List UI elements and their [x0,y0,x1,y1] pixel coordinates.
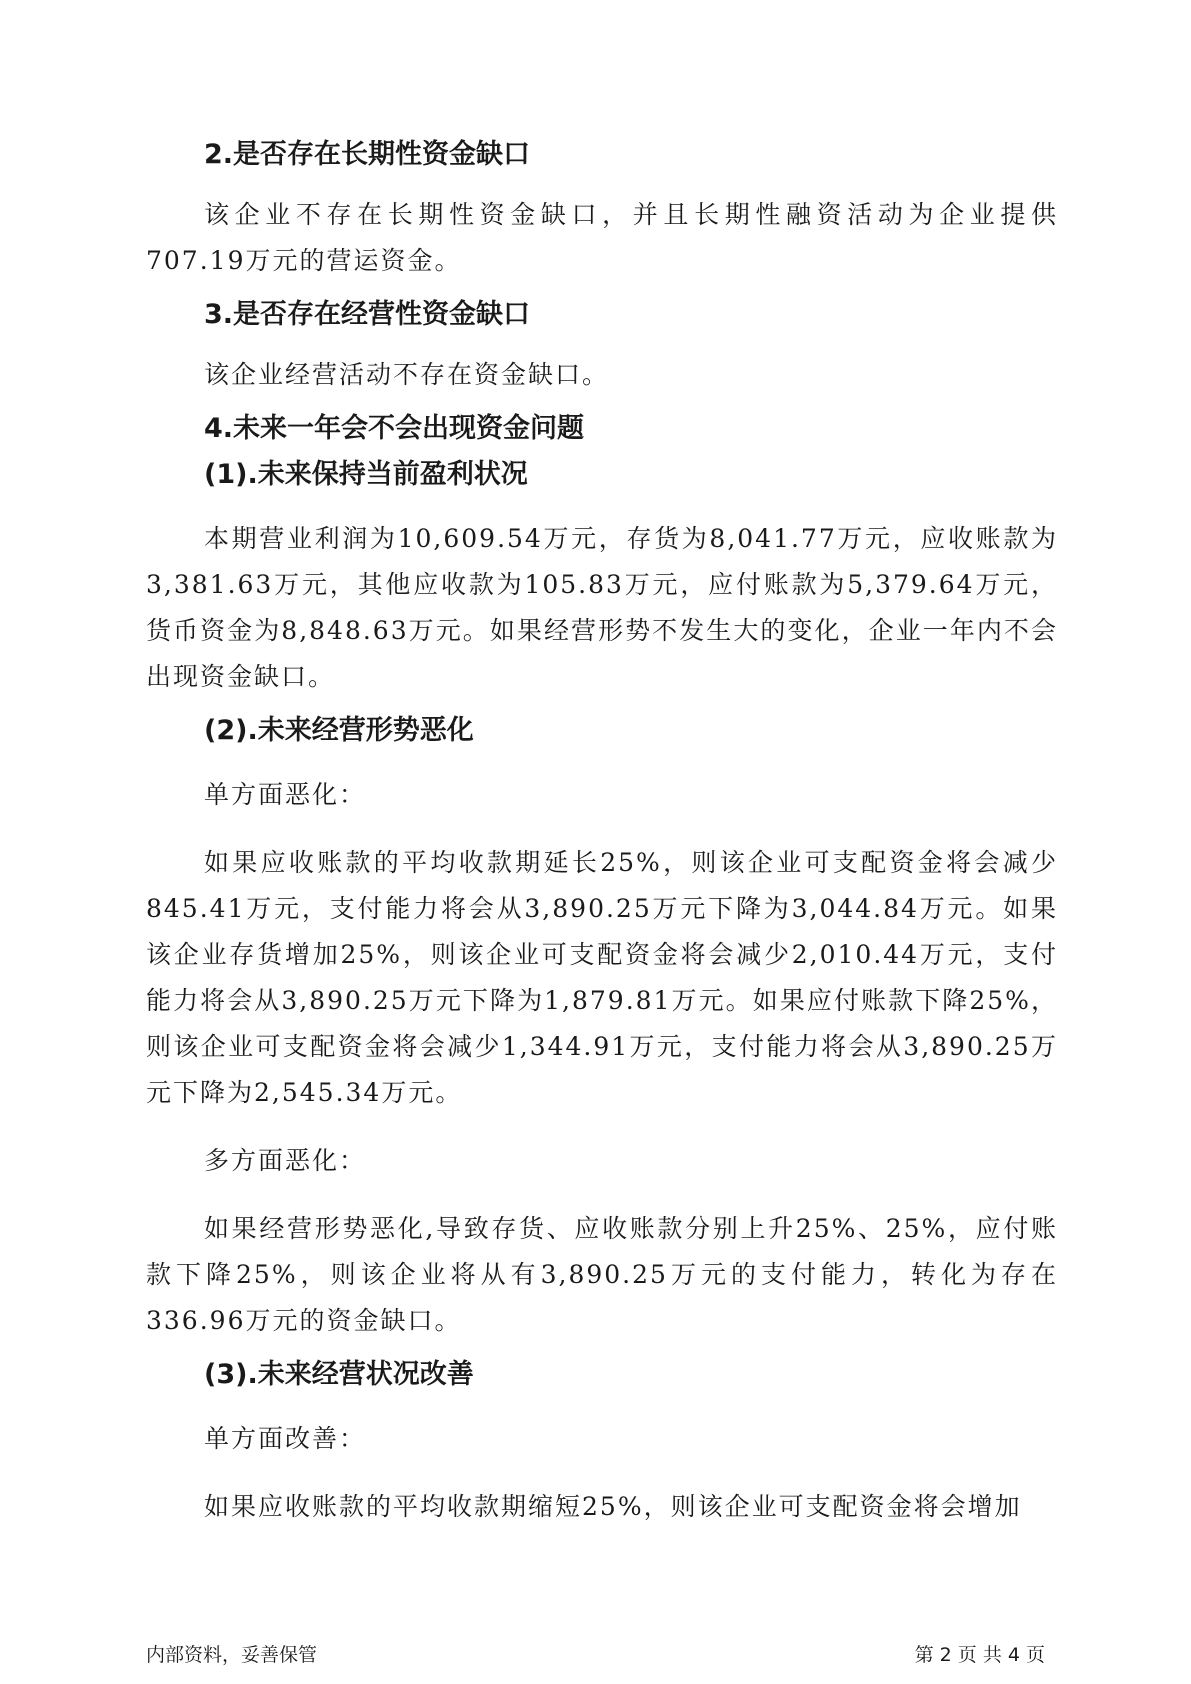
heading-keep-current: (1).未来保持当前盈利状况 [204,459,528,490]
footer-page-number: 第 2 页 共 4 页 [914,1644,1045,1666]
heading-operating-gap: 3.是否存在经营性资金缺口 [204,299,531,330]
heading-next-year: 4.未来一年会不会出现资金问题 [204,413,585,444]
paragraph-single-improving: 如果应收账款的平均收款期缩短25%，则该企业可支配资金将会增加 [204,1492,1022,1521]
paragraph-operating-gap: 该企业经营活动不存在资金缺口。 [204,360,610,389]
footer-confidential: 内部资料，妥善保管 [146,1644,318,1666]
paragraph-single-worsening-label: 单方面恶化： [204,780,367,809]
heading-worsening: (2).未来经营形势恶化 [204,715,474,746]
paragraph-multi-worsening: 如果经营形势恶化,导致存货、应收账款分别上升25%、25%，应付账款下降25%，则该企业将从有3,890.25万元的支付能力，转化为存在336.96万元的资金缺口。 [146,1214,1058,1335]
paragraph-single-worsening: 如果应收账款的平均收款期延长25%，则该企业可支配资金将会减少845.41万元，支付能力将会从3,890.25万元下降为3,044.84万元。如果该企业存货增加25%，则该企业可支配资金将会减少2,010.44万元，支付能力将会从3,890.25万元下降为1,879.81万元。如果应付账款下降25%，则该企业可支配资金将会减少1,344.91万元，支付能力将会从3,890.25万元下降为2,545.34万元。 [146,848,1058,1107]
document-body [146,136,1058,1530]
paragraph-keep-current: 本期营业利润为10,609.54万元，存货为8,041.77万元，应收账款为3,381.63万元，其他应收款为105.83万元，应付账款为5,379.64万元，货币资金为8,848.63万元。如果经营形势不发生大的变化，企业一年内不会出现资金缺口。 [146,524,1058,691]
paragraph-single-improving-label: 单方面改善： [204,1424,367,1453]
paragraph-long-term-gap: 该企业不存在长期性资金缺口，并且长期性融资活动为企业提供707.19万元的营运资金。 [146,200,1058,275]
heading-improving: (3).未来经营状况改善 [204,1359,474,1390]
paragraph-multi-worsening-label: 多方面恶化： [204,1146,367,1175]
heading-long-term-gap: 2.是否存在长期性资金缺口 [204,139,531,170]
